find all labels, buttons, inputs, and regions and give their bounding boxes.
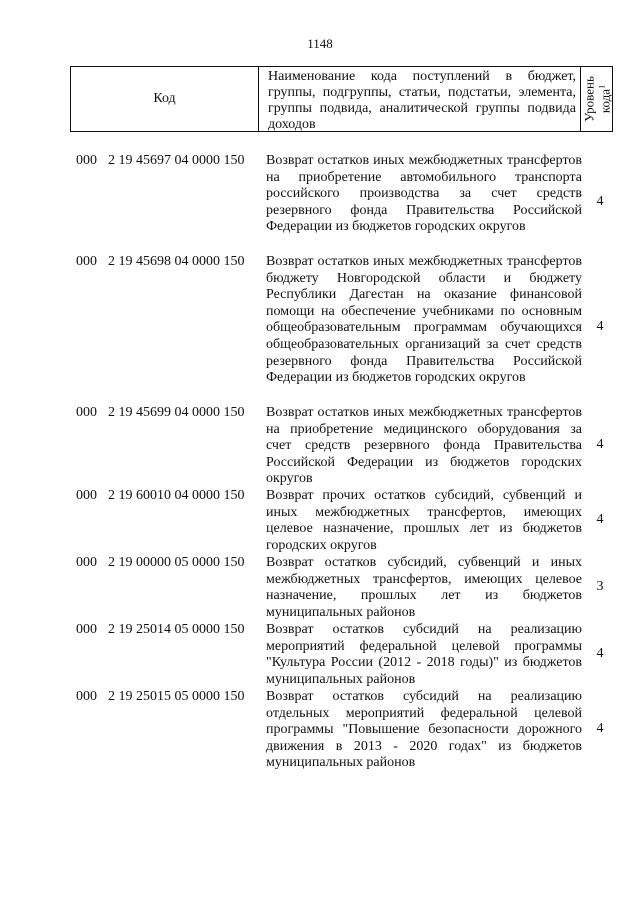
row-name: Возврат остатков субсидий, субвенций и иных межбюджетных трансфертов, имеющих целевое назначение, прошлых лет из бюджетов муниципальных районов xyxy=(266,555,582,620)
row-level: 4 xyxy=(596,512,604,527)
row-name: Возврат остатков иных межбюджетных трансфертов на приобретение медицинского оборудования за счет средств резервного фонда Правительства Российской Федерации из бюджетов городских округов xyxy=(266,405,582,487)
header-name-column: Наименование кода поступлений в бюджет, группы, подгруппы, статьи, подстатьи, элемента, группы подвида, аналитической группы подвида доходов xyxy=(259,67,581,131)
header-code-column: Код xyxy=(71,67,259,131)
row-level: 3 xyxy=(596,579,604,594)
row-admin-code: 000 xyxy=(76,689,97,704)
row-name: Возврат прочих остатков субсидий, субвенций и иных межбюджетных трансфертов, имеющих целевое назначение, прошлых лет из бюджетов городских округов xyxy=(266,488,582,553)
row-admin-code: 000 xyxy=(76,555,97,570)
row-level: 4 xyxy=(596,646,604,661)
header-level-footnote: 1 xyxy=(596,84,606,89)
row-name: Возврат остатков субсидий на реализацию мероприятий федеральной целевой программы "Культура России (2012 - 2018 годы)" из бюджетов муниципальных районов xyxy=(266,622,582,687)
row-level: 4 xyxy=(596,319,604,334)
row-name: Возврат остатков иных межбюджетных трансфертов бюджету Новгородской области и бюджету Республики Дагестан на оказание финансовой помощи на обеспечение учебниками по основным общеобразовательным программам обучающихся общеобразовательных организаций за счет средств резервного фонда Правительства Российской Федерации из бюджетов городских округов xyxy=(266,254,582,386)
table-header xyxy=(70,66,613,132)
row-code: 2 19 25015 05 0000 150 xyxy=(108,689,245,704)
row-code: 2 19 25014 05 0000 150 xyxy=(108,622,245,637)
header-level-text: Уровень кода xyxy=(581,76,612,122)
row-admin-code: 000 xyxy=(76,622,97,637)
row-level: 4 xyxy=(596,194,604,209)
row-admin-code: 000 xyxy=(76,153,97,168)
row-code: 2 19 60010 04 0000 150 xyxy=(108,488,245,503)
row-code: 2 19 45697 04 0000 150 xyxy=(108,153,245,168)
row-code: 2 19 45698 04 0000 150 xyxy=(108,254,245,269)
row-admin-code: 000 xyxy=(76,488,97,503)
row-level: 4 xyxy=(596,437,604,452)
row-level: 4 xyxy=(596,721,604,736)
row-admin-code: 000 xyxy=(76,254,97,269)
row-name: Возврат остатков иных межбюджетных трансфертов на приобретение автомобильного транспорта российского производства за счет средств резервного фонда Правительства Российской Федерации из бюджетов городских округов xyxy=(266,153,582,235)
page-number: 1148 xyxy=(307,36,333,51)
row-name: Возврат остатков субсидий на реализацию отдельных мероприятий федеральной целевой программы "Повышение безопасности дорожного движения в 2013 - 2020 годах" из бюджетов муниципальных районов xyxy=(266,689,582,771)
header-level-label xyxy=(582,68,611,130)
row-code: 2 19 00000 05 0000 150 xyxy=(108,555,245,570)
header-level-column xyxy=(581,67,612,131)
row-admin-code: 000 xyxy=(76,405,97,420)
row-code: 2 19 45699 04 0000 150 xyxy=(108,405,245,420)
